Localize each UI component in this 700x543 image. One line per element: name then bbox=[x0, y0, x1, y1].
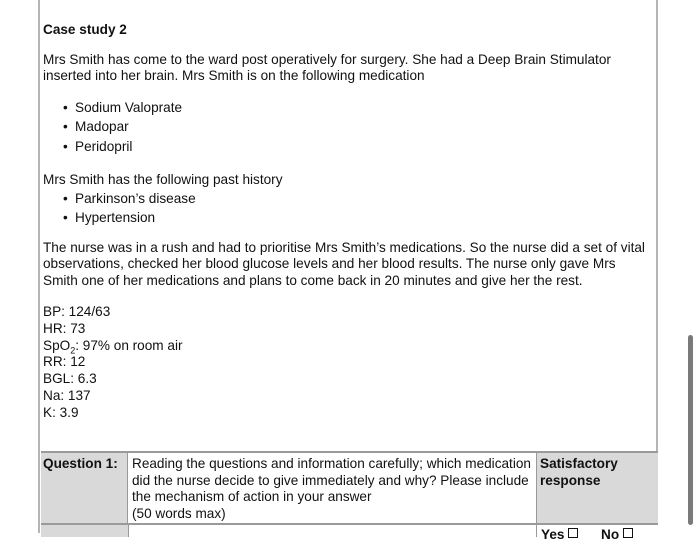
yes-option[interactable] bbox=[541, 527, 578, 543]
question-label: Question 1: bbox=[41, 453, 128, 523]
history-item: • Hypertension bbox=[63, 208, 653, 228]
history-list bbox=[43, 189, 653, 228]
satisfactory-response-header: Satisfactory response bbox=[536, 453, 658, 523]
vital-bgl: BGL: 6.3 bbox=[43, 371, 97, 387]
spo2-prefix: SpO bbox=[43, 337, 71, 353]
case-intro: Mrs Smith has come to the ward post operatively for surgery. She had a Deep Brain Stimulator inserted into her brain. Mrs Smith is on the following medication bbox=[43, 51, 611, 83]
spo2-suffix: : 97% on room air bbox=[75, 337, 183, 353]
medication-item: • Madopar bbox=[63, 117, 653, 137]
vertical-scrollbar[interactable] bbox=[688, 335, 693, 525]
case-title: Case study 2 bbox=[43, 22, 127, 37]
no-option[interactable] bbox=[601, 527, 633, 543]
answer-row bbox=[41, 523, 658, 542]
medication-item: • Sodium Valoprate bbox=[63, 98, 653, 118]
vital-rr: RR: 12 bbox=[43, 354, 86, 370]
answer-row-label-cell bbox=[41, 525, 129, 537]
history-title: Mrs Smith has the following past history bbox=[43, 172, 283, 187]
yes-checkbox[interactable] bbox=[568, 528, 578, 538]
case-study-content bbox=[43, 22, 653, 422]
vital-na: Na: 137 bbox=[43, 387, 91, 403]
nurse-paragraph: The nurse was in a rush and had to prioritise Mrs Smith’s medications. So the nurse did a set of vital observations, checked her blood glucose levels and her blood results. The nurse only gave Mrs Smith one of her medications and plans to come back in 20 minutes and give her the rest. bbox=[43, 239, 645, 288]
medication-list bbox=[43, 98, 653, 157]
question-text-cell bbox=[129, 453, 536, 523]
medication-item: • Peridopril bbox=[63, 137, 653, 157]
spo2-subscript: 2 bbox=[70, 345, 76, 356]
vital-bp: BP: 124/63 bbox=[43, 304, 111, 319]
vital-k: K: 3.9 bbox=[43, 404, 79, 420]
yes-label: Yes bbox=[541, 527, 565, 542]
vital-spo2 bbox=[43, 338, 653, 355]
question-text: Reading the questions and information carefully; which medication did the nurse decide to give immediately and why? Please include the mechanism of action in your answer bbox=[132, 456, 531, 504]
history-item: • Parkinson’s disease bbox=[63, 189, 653, 209]
answer-row-response-cell bbox=[536, 525, 659, 542]
question-word-limit: (50 words max) bbox=[132, 505, 226, 521]
vitals-list bbox=[43, 304, 653, 422]
vital-hr: HR: 73 bbox=[43, 320, 86, 336]
no-checkbox[interactable] bbox=[623, 528, 633, 538]
no-label: No bbox=[601, 527, 620, 542]
question-table bbox=[41, 451, 658, 542]
